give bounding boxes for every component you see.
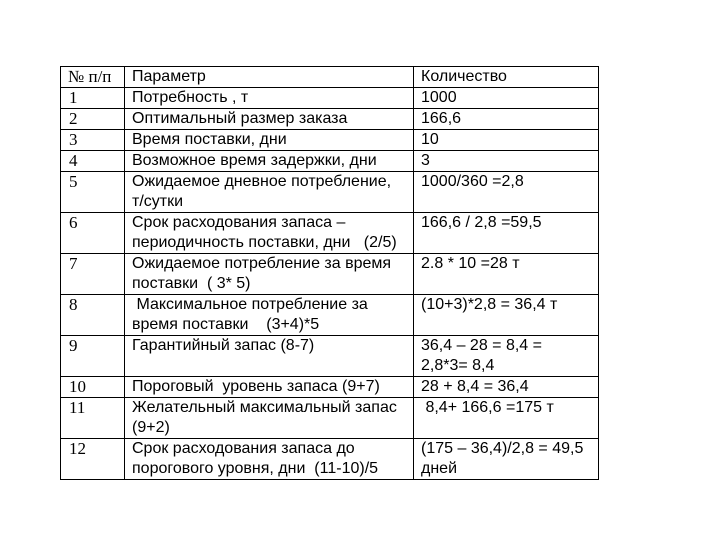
row-number-cell: 1: [61, 88, 125, 109]
table-header-row: [61, 67, 599, 88]
row-value-cell: 3: [414, 151, 599, 172]
table-row: [61, 398, 599, 439]
row-parameter-cell: Ожидаемое потребление за время поставки ( 3* 5): [125, 254, 414, 295]
row-parameter-cell: Потребность , т: [125, 88, 414, 109]
table-row: [61, 439, 599, 480]
table-row: [61, 109, 599, 130]
row-value-cell: 8,4+ 166,6 =175 т: [414, 398, 599, 439]
table-row: [61, 88, 599, 109]
table-row: [61, 213, 599, 254]
row-value-cell: (175 – 36,4)/2,8 = 49,5 дней: [414, 439, 599, 480]
row-number-cell: 10: [61, 377, 125, 398]
row-number-cell: 9: [61, 336, 125, 377]
parameters-table: [60, 66, 599, 480]
row-parameter-cell: Гарантийный запас (8-7): [125, 336, 414, 377]
row-number-cell: 4: [61, 151, 125, 172]
row-value-cell: 166,6 / 2,8 =59,5: [414, 213, 599, 254]
row-parameter-cell: Время поставки, дни: [125, 130, 414, 151]
row-value-cell: 2.8 * 10 =28 т: [414, 254, 599, 295]
row-value-cell: 1000: [414, 88, 599, 109]
header-parameter: Параметр: [125, 67, 414, 88]
table-row: [61, 377, 599, 398]
row-number-cell: 2: [61, 109, 125, 130]
row-number-cell: 8: [61, 295, 125, 336]
table-row: [61, 254, 599, 295]
table-row: [61, 130, 599, 151]
row-number-cell: 7: [61, 254, 125, 295]
table-row: [61, 172, 599, 213]
data-table-frame: [60, 66, 598, 480]
row-number-cell: 6: [61, 213, 125, 254]
row-parameter-cell: Срок расходования запаса до порогового уровня, дни (11-10)/5: [125, 439, 414, 480]
table-row: [61, 151, 599, 172]
row-parameter-cell: Максимальное потребление за время поставки (3+4)*5: [125, 295, 414, 336]
row-number-cell: 11: [61, 398, 125, 439]
row-value-cell: 1000/360 =2,8: [414, 172, 599, 213]
header-quantity: Количество: [414, 67, 599, 88]
row-value-cell: 10: [414, 130, 599, 151]
row-number-cell: 5: [61, 172, 125, 213]
row-parameter-cell: Желательный максимальный запас (9+2): [125, 398, 414, 439]
row-parameter-cell: Срок расходования запаса – периодичность поставки, дни (2/5): [125, 213, 414, 254]
row-value-cell: 28 + 8,4 = 36,4: [414, 377, 599, 398]
row-value-cell: 166,6: [414, 109, 599, 130]
header-number: № п/п: [61, 67, 125, 88]
row-parameter-cell: Пороговый уровень запаса (9+7): [125, 377, 414, 398]
table-row: [61, 295, 599, 336]
row-number-cell: 12: [61, 439, 125, 480]
table-row: [61, 336, 599, 377]
row-parameter-cell: Ожидаемое дневное потребление, т/сутки: [125, 172, 414, 213]
row-parameter-cell: Оптимальный размер заказа: [125, 109, 414, 130]
row-parameter-cell: Возможное время задержки, дни: [125, 151, 414, 172]
row-value-cell: (10+3)*2,8 = 36,4 т: [414, 295, 599, 336]
row-value-cell: 36,4 – 28 = 8,4 = 2,8*3= 8,4: [414, 336, 599, 377]
row-number-cell: 3: [61, 130, 125, 151]
